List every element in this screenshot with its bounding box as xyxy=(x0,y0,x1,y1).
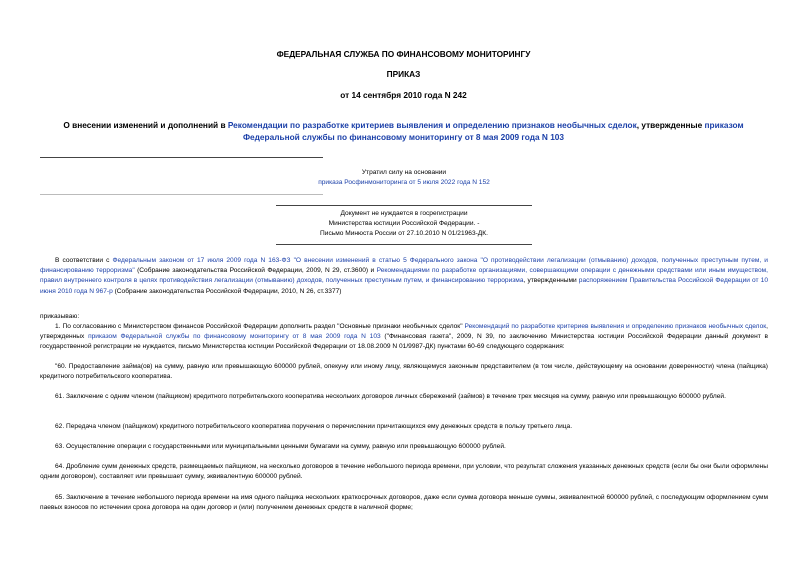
preamble xyxy=(40,256,768,297)
preamble-text-3: , утвержденными xyxy=(523,277,579,285)
item1-text-2: , утвержденных xyxy=(40,323,769,341)
link-order-103[interactable]: приказом Федеральной службы по финансовому мониторингу от 8 мая 2009 года N 103 xyxy=(242,120,744,142)
registration-line-3: Письмо Минюста России от 27.10.2010 N 01/21963-ДК. xyxy=(320,230,488,237)
link-recommendations[interactable]: Рекомендации по разработке критериев выявления и определению признаков необычных сделок xyxy=(227,120,637,130)
point-64: 64. Дробление сумм денежных средств, размещаемых пайщиком, на несколько договоров в течение небольшого периода времени, при условии, что результат сложения указанных денежных средств (если бы они были оформлены одним договором), составляет или превышает сумму, эквивалентную 600000 рублей. xyxy=(40,463,768,481)
registration-note xyxy=(254,209,554,239)
registration-line-2: Министерства юстиции Российской Федерации. - xyxy=(328,220,480,227)
preamble-text-4: (Собрание законодательства Российской Федерации, 2010, N 26, ст.3377) xyxy=(112,287,342,295)
divider-registration-bottom xyxy=(276,244,532,245)
link-repeal-order[interactable]: приказа Росфинмониторинга от 5 июля 2022 года N 152 xyxy=(318,179,490,186)
point-60: "60. Предоставление займа(ов) на сумму, равную или превышающую 600000 рублей, опекуну или иному лицу, являющемуся законным представителем (в том числе, действующему на основании доверенности) члена (пайщика) кредитного потребительского кооператива. xyxy=(40,363,768,381)
document-type: ПРИКАЗ xyxy=(386,69,421,79)
link-recommendations-internal-control[interactable]: Рекомендациями по разработке организациями, совершающими операции с денежными средствами или иным имуществом, правил внутреннего контроля в целях противодействия легализации (отмыванию) доходов, полученных преступным путем, и финансированию терроризма xyxy=(40,267,768,285)
point-65: 65. Заключение в течение небольшого периода времени на имя одного пайщика нескольких краткосрочных договоров, даже если сумма договора меньше суммы, эквивалентной 600000 рублей, с последующим оформлением сумм паевых взносов по истечении срока договора на один договор и (или) получением денежных средств в наличной форме; xyxy=(40,494,768,512)
status-line: Утратил силу на основании xyxy=(361,169,447,176)
order-word: приказываю: xyxy=(40,313,80,320)
divider-registration-top xyxy=(276,205,532,206)
point-62: 62. Передача членом (пайщиком) кредитного потребительского кооператива поручения о перечислении причитающихся ему денежных средств в пользу третьего лица. xyxy=(55,423,573,430)
point-61: 61. Заключение с одним членом (пайщиком) кредитного потребительского кооператива нескольких договоров личных сбережений (займов) в течение трех месяцев на сумму, равную или превышающую 600000 рублей. xyxy=(55,393,726,400)
point-63: 63. Осуществление операции с государственными или муниципальными ценными бумагами на сумму, равную или превышающую 600000 рублей. xyxy=(55,443,506,450)
preamble-text-1: В соответствии с xyxy=(55,257,113,264)
link-federal-law-163[interactable]: Федеральным законом от 17 июля 2009 года N 163-ФЗ "О внесении изменений в статью 5 Федерального закона "О противодействии легализации (отмыванию) доходов, полученных преступным путем, и финансированию терроризма" xyxy=(40,257,768,275)
title-text-2: , утвержденные xyxy=(636,120,705,130)
item1-text-3: ("Финансовая газета", 2009, N 39, по заключению Министерства юстиции Российской Федерации данный документ в государственной регистрации не нуждается, письмо Министерства юстиции Российской Федерации от 18.08.2009 N 01/9987-ДК) пунктами 60-69 следующего содержания: xyxy=(40,333,768,351)
status-note xyxy=(254,168,554,188)
divider-status xyxy=(40,194,323,195)
agency-name: ФЕДЕРАЛЬНАЯ СЛУЖБА ПО ФИНАНСОВОМУ МОНИТОРИНГУ xyxy=(276,49,531,59)
link-government-order-967[interactable]: распоряжением Правительства Российской Федерации от 10 июня 2010 года N 967-р xyxy=(40,277,769,295)
item1-text-1: 1. По согласованию с Министерством финансов Российской Федерации дополнить раздел "Основные признаки необычных сделок" xyxy=(55,323,465,330)
item-1 xyxy=(40,322,768,353)
title-text-1: О внесении изменений и дополнений в xyxy=(63,120,228,130)
link-recommendations-criteria[interactable]: Рекомендаций по разработке критериев выявления и определению признаков необычных сделок xyxy=(464,323,767,330)
registration-line-1: Документ не нуждается в госрегистрации xyxy=(340,210,468,217)
preamble-text-2: (Собрание законодательства Российской Федерации, 2009, N 29, ст.3600) и xyxy=(134,267,377,275)
divider-title xyxy=(40,157,323,158)
document-date: от 14 сентября 2010 года N 242 xyxy=(340,90,467,100)
document-title xyxy=(35,119,772,143)
link-order-103-item[interactable]: приказом Федеральной службы по финансовому мониторингу от 8 мая 2009 года N 103 xyxy=(88,333,381,341)
